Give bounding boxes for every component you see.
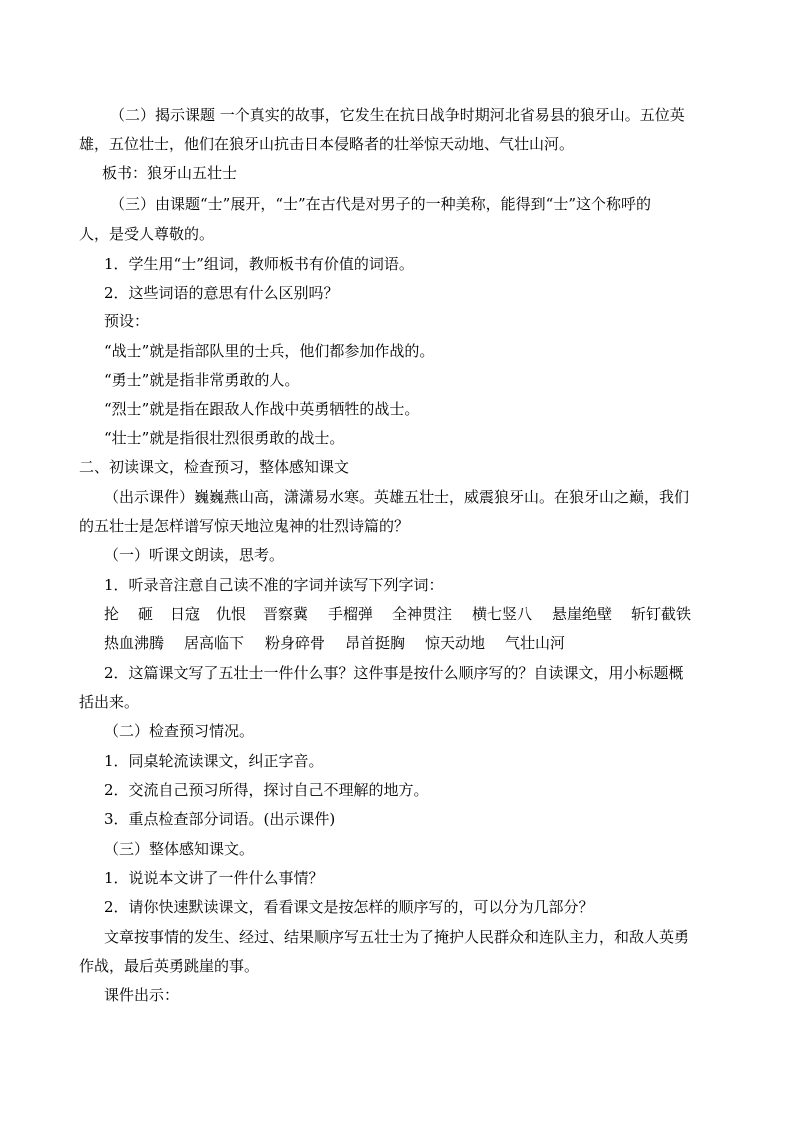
vocab-word: 昂首挺胸 — [345, 634, 406, 652]
text-line: 文章按事情的发生、经过、结果顺序写五壮士为了掩护人民群众和连队主力，和敌人英勇 — [104, 928, 690, 946]
text-line: 课件出示： — [104, 986, 180, 1004]
text-line: （三）整体感知课文。 — [104, 840, 255, 858]
vocab-word: 砸 — [138, 605, 154, 623]
text-line: 括出来。 — [79, 693, 140, 711]
vocab-word: 热血沸腾 — [104, 634, 165, 652]
vocab-word: 惊天动地 — [425, 634, 486, 652]
text-line: 雄，五位壮士，他们在狼牙山抗击日本侵略者的壮举惊天动地、气壮山河。 — [79, 135, 575, 153]
vocab-word: 横七竖八 — [472, 605, 533, 623]
text-line: 1．同桌轮流读课文，纠正字音。 — [104, 752, 324, 770]
vocab-word: 抡 — [104, 605, 120, 623]
text-line: 的五壮士是怎样谱写惊天地泣鬼神的壮烈诗篇的？ — [79, 517, 410, 535]
text-line: 作战，最后英勇跳崖的事。 — [79, 957, 260, 975]
text-line: （二）揭示课题 一个真实的故事，它发生在抗日战争时期河北省易县的狼牙山。五位英 — [110, 106, 685, 124]
text-line: 1．学生用“士”组词，教师板书有价值的词语。 — [104, 255, 414, 273]
text-line: （一）听课文朗读，思考。 — [104, 546, 285, 564]
text-line: 2．这篇课文写了五壮士一件什么事？这件事是按什么顺序写的？自读课文，用小标题概 — [104, 664, 684, 682]
vocab-word: 日寇 — [170, 605, 201, 623]
vocab-word: 仇恨 — [216, 605, 247, 623]
text-line: “烈士”就是指在跟敌人作战中英勇牺牲的战士。 — [104, 400, 420, 418]
vocab-word: 居高临下 — [184, 634, 245, 652]
vocab-word: 斩钉截铁 — [631, 605, 692, 623]
vocab-row — [0, 604, 794, 624]
text-line: 3．重点检查部分词语。(出示课件) — [104, 810, 336, 828]
vocab-word: 晋察冀 — [263, 605, 309, 623]
text-line: “壮士”就是指很壮烈很勇敢的战士。 — [104, 429, 345, 447]
vocab-row — [0, 633, 794, 653]
text-line: 1．听录音注意自己读不准的字词并读写下列字词： — [104, 576, 444, 594]
vocab-word: 悬崖绝壁 — [552, 605, 613, 623]
text-line: （出示课件）巍巍燕山高，潇潇易水寒。英雄五壮士，威震狼牙山。在狼牙山之巅，我们 — [104, 488, 690, 506]
vocab-word: 粉身碎骨 — [265, 634, 326, 652]
text-line: “战士”就是指部队里的士兵，他们都参加作战的。 — [104, 342, 435, 360]
vocab-word: 手榴弹 — [328, 605, 374, 623]
vocab-word: 全神贯注 — [392, 605, 453, 623]
text-line: “勇士”就是指非常勇敢的人。 — [104, 371, 300, 389]
text-line: 2．交流自己预习所得，探讨自己不理解的地方。 — [104, 781, 429, 799]
text-line: 2．这些词语的意思有什么区别吗？ — [104, 284, 339, 302]
text-line: 板书：狼牙山五壮士 — [102, 164, 238, 182]
text-line: 1．说说本文讲了一件什么事情？ — [104, 869, 324, 887]
text-line: （二）检查预习情况。 — [104, 722, 255, 740]
text-line: （三）由课题“士”展开，“士”在古代是对男子的一种美称，能得到“士”这个称呼的 — [110, 195, 652, 213]
text-line: 2．请你快速默读课文，看看课文是按怎样的顺序写的，可以分为几部分？ — [104, 898, 594, 916]
text-line: 预设： — [104, 312, 150, 330]
section-heading: 二、初读课文，检查预习，整体感知课文 — [79, 458, 350, 476]
vocab-word: 气壮山河 — [505, 634, 566, 652]
text-line: 人，是受人尊敬的。 — [79, 225, 215, 243]
